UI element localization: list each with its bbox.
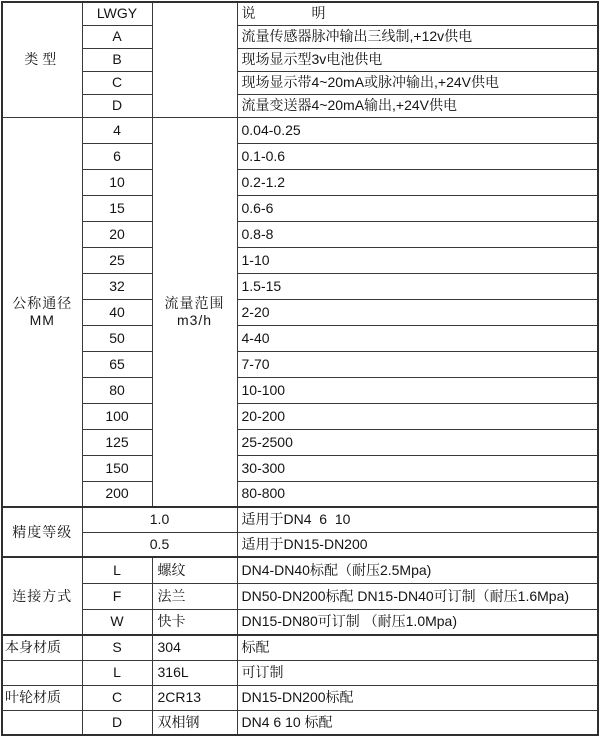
diameter-code-cell: 4 [82, 117, 152, 143]
model-code-cell: LWGY [82, 2, 152, 25]
empty-spacer-cell [152, 2, 237, 117]
connection-code-cell: L [82, 557, 152, 583]
description-header-cell: 说 明 [237, 2, 598, 25]
flow-range-value-cell: 1-10 [237, 247, 598, 273]
flow-range-label-line1: 流量范围 [164, 294, 225, 311]
flow-range-value-cell: 0.04-0.25 [237, 117, 598, 143]
diameter-code-cell: 125 [82, 429, 152, 455]
type-desc-cell: 现场显示型3v电池供电 [237, 48, 598, 71]
material-code-cell: C [82, 685, 152, 710]
material-name-cell: 双相钢 [152, 710, 237, 735]
diameter-code-cell: 65 [82, 351, 152, 377]
type-desc-cell: 流量变送器4~20mA输出,+24V供电 [237, 94, 598, 117]
flow-range-value-cell: 0.6-6 [237, 195, 598, 221]
diameter-label-line1: 公称通径 [12, 294, 73, 311]
accuracy-desc-cell: 适用于DN15-DN200 [237, 532, 598, 557]
accuracy-value-cell: 0.5 [82, 532, 237, 557]
diameter-code-cell: 40 [82, 299, 152, 325]
flow-range-label [152, 117, 237, 507]
row-group-label-body-material: 本身材质 [2, 635, 82, 660]
material-desc-cell: DN15-DN200标配 [237, 685, 598, 710]
row-group-label-accuracy: 精度等级 [2, 507, 82, 557]
connection-name-cell: 法兰 [152, 583, 237, 609]
connection-code-cell: W [82, 609, 152, 635]
flow-range-value-cell: 0.2-1.2 [237, 169, 598, 195]
type-desc-cell: 流量传感器脉冲输出三线制,+12v供电 [237, 25, 598, 48]
diameter-code-cell: 80 [82, 377, 152, 403]
spec-table [1, 1, 599, 736]
flow-range-value-cell: 10-100 [237, 377, 598, 403]
material-code-cell: S [82, 635, 152, 660]
material-name-cell: 316L [152, 660, 237, 685]
flow-range-value-cell: 1.5-15 [237, 273, 598, 299]
connection-name-cell: 快卡 [152, 609, 237, 635]
material-code-cell: D [82, 710, 152, 735]
material-desc-cell: 可订制 [237, 660, 598, 685]
diameter-code-cell: 6 [82, 143, 152, 169]
connection-name-cell: 螺纹 [152, 557, 237, 583]
diameter-code-cell: 15 [82, 195, 152, 221]
diameter-code-cell: 10 [82, 169, 152, 195]
material-name-cell: 304 [152, 635, 237, 660]
accuracy-value-cell: 1.0 [82, 507, 237, 532]
flow-range-value-cell: 2-20 [237, 299, 598, 325]
flow-range-value-cell: 0.1-0.6 [237, 143, 598, 169]
diameter-code-cell: 150 [82, 455, 152, 481]
flow-range-label-line2: m3/h [176, 311, 213, 328]
flow-range-value-cell: 30-300 [237, 455, 598, 481]
type-code-cell: A [82, 25, 152, 48]
material-name-cell: 2CR13 [152, 685, 237, 710]
row-group-label-connection: 连接方式 [2, 557, 82, 635]
diameter-code-cell: 100 [82, 403, 152, 429]
connection-code-cell: F [82, 583, 152, 609]
diameter-code-cell: 25 [82, 247, 152, 273]
connection-desc-cell: DN50-DN200标配 DN15-DN40可订制（耐压1.6Mpa) [237, 583, 598, 609]
type-code-cell: C [82, 71, 152, 94]
row-group-label-diameter [2, 117, 82, 507]
flow-range-value-cell: 80-800 [237, 481, 598, 507]
material-code-cell: L [82, 660, 152, 685]
flow-range-value-cell: 25-2500 [237, 429, 598, 455]
row-group-label-impeller-material: 叶轮材质 [2, 685, 82, 710]
row-group-label-type: 类型 [2, 2, 82, 117]
flow-range-value-cell: 20-200 [237, 403, 598, 429]
diameter-code-cell: 200 [82, 481, 152, 507]
diameter-code-cell: 50 [82, 325, 152, 351]
type-desc-cell: 现场显示带4~20mA或脉冲输出,+24V供电 [237, 71, 598, 94]
connection-desc-cell: DN15-DN80可订制 （耐压1.0Mpa) [237, 609, 598, 635]
flow-range-value-cell: 4-40 [237, 325, 598, 351]
diameter-code-cell: 32 [82, 273, 152, 299]
connection-desc-cell: DN4-DN40标配（耐压2.5Mpa) [237, 557, 598, 583]
diameter-label-line2: MM [29, 311, 55, 328]
row-group-label-empty [2, 660, 82, 685]
material-desc-cell: 标配 [237, 635, 598, 660]
diameter-code-cell: 20 [82, 221, 152, 247]
flow-range-value-cell: 0.8-8 [237, 221, 598, 247]
material-desc-cell: DN4 6 10 标配 [237, 710, 598, 735]
row-group-label-empty [2, 710, 82, 735]
flow-range-value-cell: 7-70 [237, 351, 598, 377]
type-code-cell: D [82, 94, 152, 117]
type-code-cell: B [82, 48, 152, 71]
accuracy-desc-cell: 适用于DN4 6 10 [237, 507, 598, 532]
